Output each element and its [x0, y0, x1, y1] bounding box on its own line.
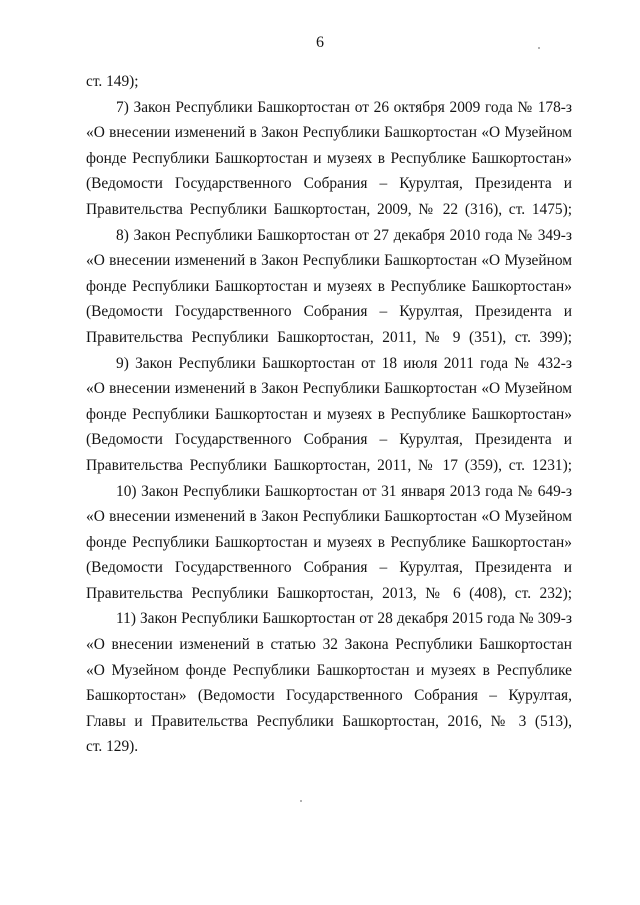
text-line: (Ведомости Государственного Собрания – Курултая, Президента и: [86, 431, 572, 449]
text-line: Правительства Республики Башкортостан, 2011, № 17 (359), ст. 1231);: [86, 456, 572, 474]
text-line: (Ведомости Государственного Собрания – Курултая, Президента и: [86, 559, 572, 577]
text-line: «О внесении изменений в Закон Республики Башкортостан «О Музейном: [86, 252, 572, 270]
text-line: (Ведомости Государственного Собрания – Курултая, Президента и: [86, 175, 572, 193]
text-line: 7) Закон Республики Башкортостан от 26 октября 2009 года № 178-з: [116, 98, 572, 116]
text-line: фонде Республики Башкортостан и музеях в Республике Башкортостан»: [86, 149, 572, 167]
scan-speck: [538, 47, 540, 49]
text-line: ст. 149);: [86, 73, 139, 90]
text-line: 11) Закон Республики Башкортостан от 28 декабря 2015 года № 309-з: [116, 610, 572, 628]
text-line: «О внесении изменений в Закон Республики Башкортостан «О Музейном: [86, 380, 572, 398]
document-body: [86, 69, 572, 760]
scan-speck: [300, 800, 302, 802]
text-line: Правительства Республики Башкортостан, 2011, № 9 (351), ст. 399);: [86, 328, 572, 346]
text-line: Главы и Правительства Республики Башкортостан, 2016, № 3 (513),: [86, 712, 572, 730]
page-number: 6: [316, 34, 324, 51]
text-line: Башкортостан» (Ведомости Государственного Собрания – Курултая,: [86, 687, 572, 705]
text-line: «О внесении изменений в Закон Республики Башкортостан «О Музейном: [86, 124, 572, 142]
text-line: Правительства Республики Башкортостан, 2013, № 6 (408), ст. 232);: [86, 584, 572, 602]
text-line: 8) Закон Республики Башкортостан от 27 декабря 2010 года № 349-з: [116, 226, 572, 244]
text-line: 10) Закон Республики Башкортостан от 31 января 2013 года № 649-з: [116, 482, 572, 500]
text-line: ст. 129).: [86, 738, 139, 756]
text-line: 9) Закон Республики Башкортостан от 18 июля 2011 года № 432-з: [116, 354, 572, 372]
text-line: фонде Республики Башкортостан и музеях в Республике Башкортостан»: [86, 533, 572, 551]
text-line: Правительства Республики Башкортостан, 2009, № 22 (316), ст. 1475);: [86, 200, 572, 218]
text-line: фонде Республики Башкортостан и музеях в Республике Башкортостан»: [86, 277, 572, 295]
text-line: «О внесении изменений в Закон Республики Башкортостан «О Музейном: [86, 508, 572, 526]
text-line: фонде Республики Башкортостан и музеях в Республике Башкортостан»: [86, 405, 572, 423]
text-line: «О внесении изменений в статью 32 Закона Республики Башкортостан: [86, 636, 572, 654]
text-line: «О Музейном фонде Республики Башкортостан и музеях в Республике: [86, 661, 572, 679]
text-line: (Ведомости Государственного Собрания – Курултая, Президента и: [86, 303, 572, 321]
